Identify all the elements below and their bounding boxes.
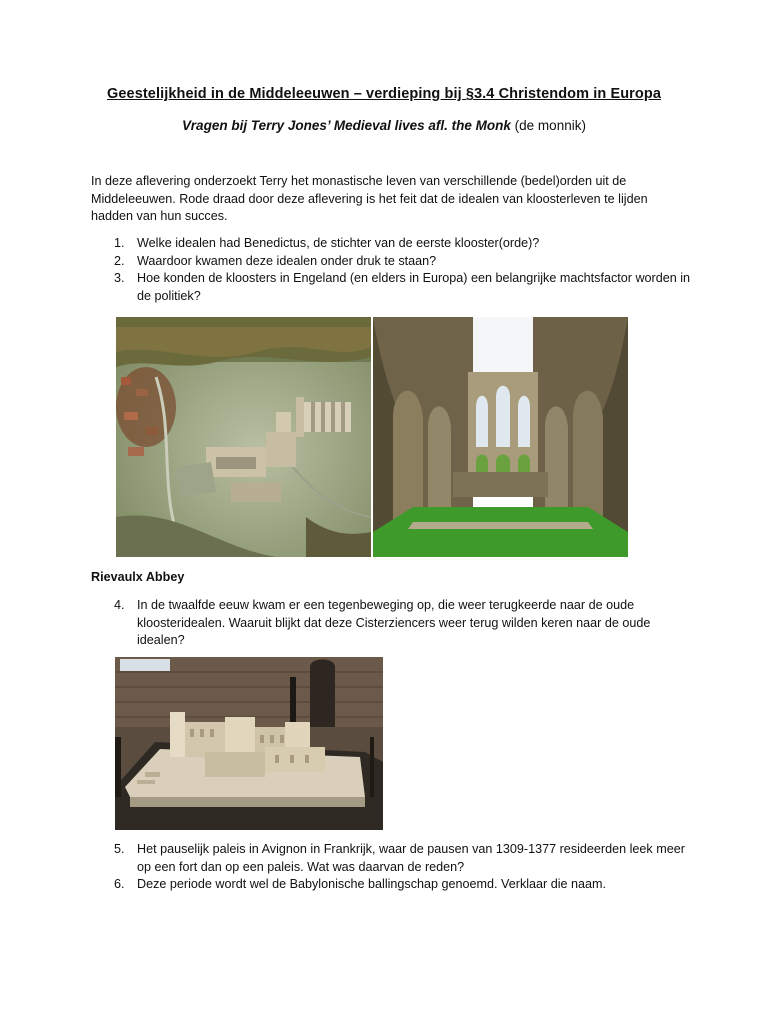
- question-item: [91, 597, 697, 650]
- subtitle-tail: (de monnik): [510, 118, 586, 133]
- question-text: Welke idealen had Benedictus, de stichter van de eerste klooster(orde)?: [137, 236, 540, 250]
- document-title: Geestelijkheid in de Middeleeuwen – verdieping bij §3.4 Christendom in Europa: [107, 86, 661, 102]
- subtitle-italic: Vragen bij Terry Jones’ Medieval lives afl. the Monk: [182, 118, 511, 133]
- question-number: 1.: [114, 236, 125, 250]
- question-number: 4.: [114, 598, 125, 612]
- question-text: In de twaalfde eeuw kwam er een tegenbeweging op, die weer terugkeerde naar de oude kloosteridealen. Waaruit blijkt dat deze Cisterziencers weer terug wilden keren naar de oude idealen?: [137, 598, 651, 647]
- question-item: [91, 270, 697, 305]
- question-item: [91, 841, 697, 876]
- document-subtitle: [0, 118, 768, 133]
- question-text: Deze periode wordt wel de Babylonische ballingschap genoemd. Verklaar die naam.: [137, 877, 607, 891]
- question-number: 3.: [114, 271, 125, 285]
- question-number: 6.: [114, 877, 125, 891]
- rievaulx-aerial-photo: [116, 317, 371, 557]
- question-list-1: [91, 235, 697, 305]
- question-number: 5.: [114, 842, 125, 856]
- rievaulx-interior-photo: [373, 317, 628, 557]
- rievaulx-caption: Rievaulx Abbey: [91, 570, 185, 584]
- intro-paragraph: In deze aflevering onderzoekt Terry het monastische leven van verschillende (bedel)orden uit de Middeleeuwen. Rode draad door deze aflevering is het feit dat de idealen van kloosterleven te lijden hadden van hun succes.: [91, 174, 648, 223]
- question-text: Hoe konden de kloosters in Engeland (en elders in Europa) een belangrijke machtsfactor worden in de politiek?: [137, 271, 691, 303]
- question-item: [91, 876, 697, 894]
- question-list-2: [91, 597, 697, 650]
- question-text: Het pauselijk paleis in Avignon in Frankrijk, waar de pausen van 1309-1377 resideerden leek meer op een fort dan op een paleis. Wat was daarvan de reden?: [137, 842, 685, 874]
- question-number: 2.: [114, 253, 125, 268]
- question-text: Waardoor kwamen deze idealen onder druk te staan?: [137, 253, 437, 268]
- question-list-3: [91, 841, 697, 894]
- question-item: [91, 235, 697, 253]
- question-item: [91, 253, 697, 271]
- papal-palace-model-photo: [115, 657, 383, 830]
